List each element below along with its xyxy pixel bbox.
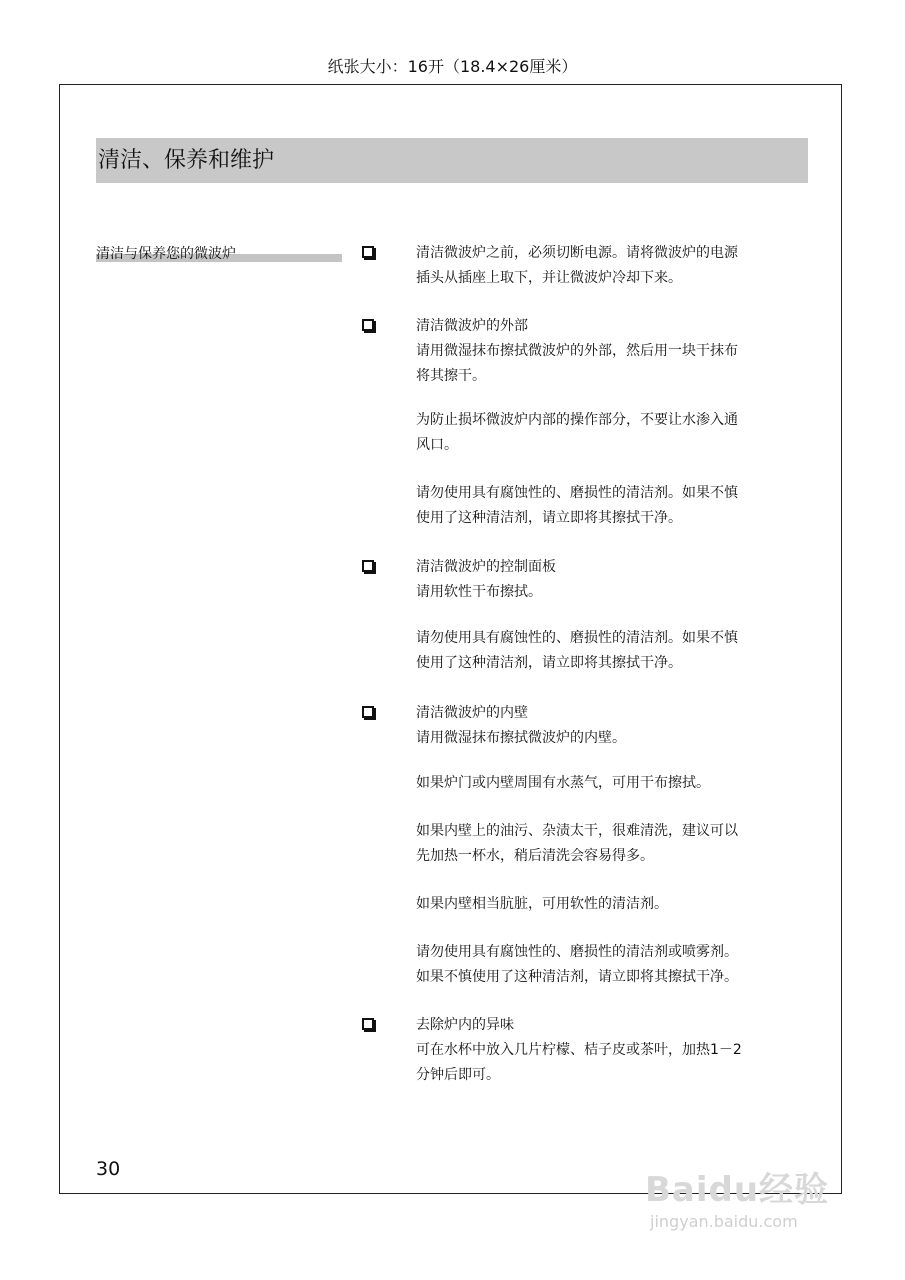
item-paragraph: 请勿使用具有腐蚀性的、磨损性的清洁剂。如果不慎 使用了这种清洁剂，请立即将其擦拭干净。 xyxy=(416,485,738,526)
checkbox-icon xyxy=(362,319,374,331)
watermark-url-text: jingyan.baidu.com xyxy=(650,1212,798,1231)
watermark-logo xyxy=(640,1140,855,1250)
checkbox-icon xyxy=(362,706,374,718)
checkbox-icon xyxy=(362,560,374,572)
item-paragraph: 去除炉内的异味 可在水杯中放入几片柠檬、桔子皮或茶叶，加热1－2 分钟后即可。 xyxy=(416,1017,742,1083)
item-paragraph: 如果内壁相当肮脏，可用软性的清洁剂。 xyxy=(416,896,668,912)
checkbox-icon xyxy=(362,246,374,258)
paper-size-note: 纸张大小：16开（18.4×26厘米） xyxy=(327,57,578,76)
item-paragraph: 清洁微波炉的控制面板 请用软性干布擦拭。 xyxy=(416,559,556,600)
watermark-main-text: Baidu经验 xyxy=(645,1170,830,1210)
section-title: 清洁、保养和维护 xyxy=(98,148,275,173)
section-subtitle: 清洁与保养您的微波炉 xyxy=(96,246,236,262)
section-title-bar xyxy=(96,138,808,183)
item-paragraph: 如果内壁上的油污、杂渍太干，很难清洗，建议可以 先加热一杯水，稍后清洗会容易得多。 xyxy=(416,823,738,864)
item-paragraph: 为防止损坏微波炉内部的操作部分，不要让水渗入通 风口。 xyxy=(416,412,738,453)
item-paragraph: 如果炉门或内壁周围有水蒸气，可用干布擦拭。 xyxy=(416,775,710,791)
item-paragraph: 清洁微波炉之前，必须切断电源。请将微波炉的电源 插头从插座上取下，并让微波炉冷却下来。 xyxy=(416,245,738,286)
checkbox-icon xyxy=(362,1018,374,1030)
item-paragraph: 请勿使用具有腐蚀性的、磨损性的清洁剂或喷雾剂。 如果不慎使用了这种清洁剂，请立即将其擦拭干净。 xyxy=(416,944,738,985)
item-paragraph: 请勿使用具有腐蚀性的、磨损性的清洁剂。如果不慎 使用了这种清洁剂，请立即将其擦拭干净。 xyxy=(416,630,738,671)
page-number: 30 xyxy=(96,1158,121,1180)
item-paragraph: 清洁微波炉的内壁 请用微湿抹布擦拭微波炉的内壁。 xyxy=(416,705,626,746)
item-paragraph: 清洁微波炉的外部 请用微湿抹布擦拭微波炉的外部，然后用一块干抹布 将其擦干。 xyxy=(416,318,738,384)
